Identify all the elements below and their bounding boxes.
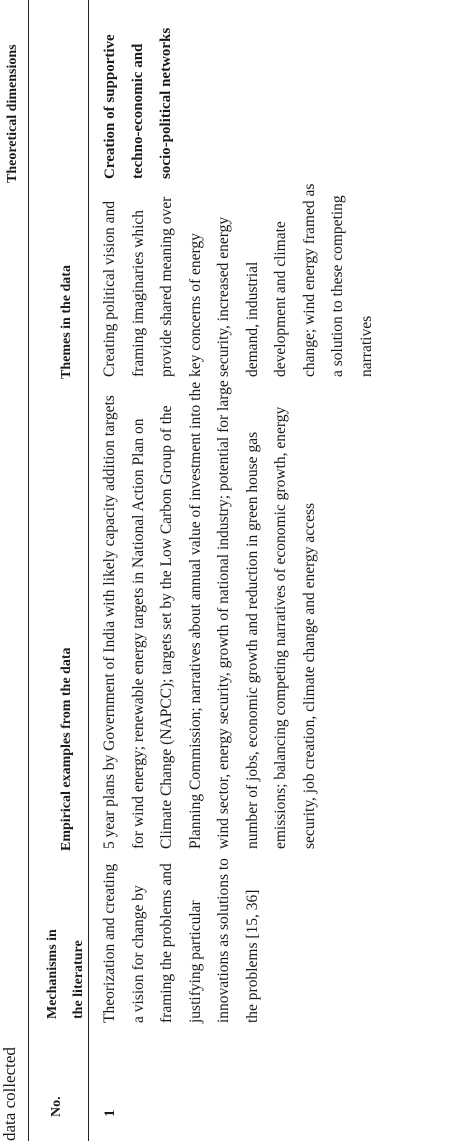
cell-dimensions: Creation of supportive techno-economic and socio-political networks bbox=[102, 27, 174, 179]
header-no: No. bbox=[49, 1096, 64, 1117]
header-mechanisms: Mechanisms in the literature bbox=[45, 929, 86, 1019]
header-examples: Empirical examples from the data bbox=[59, 647, 74, 851]
cell-mechanisms: Theorization and creating a vision for change by framing the problems and justifying particular innovations as solutions to the problems [15, 36] bbox=[101, 858, 261, 1023]
header-themes: Themes in the data bbox=[59, 265, 74, 379]
table-caption: data collected bbox=[0, 1047, 19, 1141]
row-number: 1 bbox=[102, 1109, 118, 1117]
top-rule bbox=[28, 0, 29, 1141]
cell-examples: 5 year plans by Government of India with likely capacity addition targets for wind energy; renewable energy targets in National Action Plan on Climate Change (NAPCC); targets set by the Low Carbon Group of the Planning Commission; narratives about annual value of investment into the wind sector, energy security, growth of national industry; potential for large number of jobs, economic growth and reduction in green house gas emissions; balancing competing narratives of economic growth, energy security, job creation, climate change and energy access bbox=[101, 380, 318, 849]
header-dimensions: Theoretical dimensions bbox=[5, 44, 20, 183]
cell-themes: Creating political vision and framing imaginaries which provide shared meaning over key concerns of energy security, increased energy demand, industrial development and climate change; wind energy framed as a solution to these competing narratives bbox=[101, 183, 375, 377]
header-rule bbox=[88, 0, 89, 1141]
